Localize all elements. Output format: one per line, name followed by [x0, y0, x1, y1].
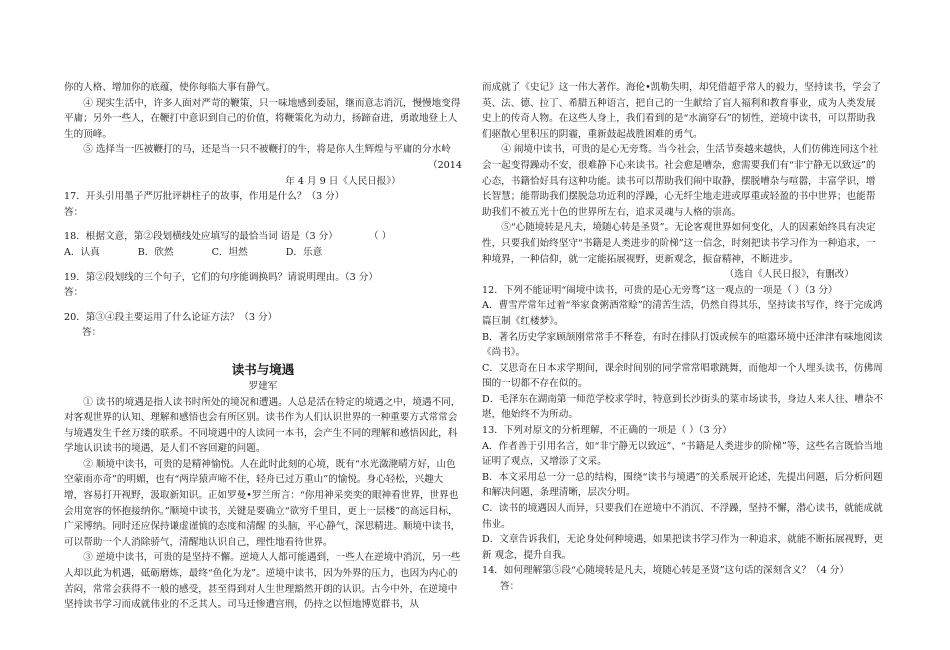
- option-a: A．认真: [64, 246, 100, 258]
- question-13-option-b: B．本文采用总一分一总的结构，围绕“读书与境遇”的关系展开论述，先提出问题，后分析问题和解决问题，条理清晰，层次分明。: [482, 471, 883, 499]
- question-18: 18．根据文意，第②段划横线处应填写的最恰当词 语是（3 分） （ ）: [64, 231, 392, 243]
- question-12-option-c: C．艾思奇在日本求学期间，课余时间别的同学常常唱歌跳舞，而他却一个人埋头读书，仿佛周围的一切都不存在似的。: [482, 362, 883, 390]
- answer-14: 答：: [500, 581, 520, 592]
- option-d: D．乐意: [285, 246, 323, 258]
- question-13-option-c: C．读书的境遇因人而异，只要我们在逆境中不消沉、不浮躁，坚持不懈，潜心读书，就能成就伟业。: [482, 503, 883, 530]
- paragraph-4: ④ 现实生活中，许多人面对严苛的鞭策，只一味地感到委屈，继而意志消沉，慢慢地变得平庸；另外一些人，在鞭打中意识到自己的价值，将鞭策化为动力，扬蹄奋进，勇敢地登上人生的顶峰。: [64, 97, 461, 140]
- essay-paragraph-2: ② 顺境中读书，可贵的是精神愉悦。人在此时此刻的心境，既有“水光潋滟晴方好，山色空蒙雨亦奇”的明媚，也有“两岸猿声啼不住，轻舟已过万重山”的愉悦。身心轻松，兴趣大增，容易打开视野，汲取新知识。正如罗曼•罗兰所言：“你用神采奕奕的眼神看世界，世界也会用宽容的怀抱接纳你。”顺境中读书，关键是要确立“欲穷千里目，更上一层楼”的高远目标，广采博纳。同时还应保持谦虚谨慎的态度和清醒 的头脑，平心静气，深思精进。顺境中读书，可以帮助一个人消除骄气，清醒地认识自己，理性地看待世界。: [64, 458, 461, 548]
- question-12: 12．下列不能证明“闹境中读书，可贵的是心无旁骛”这一观点的一项是（ ）（3 分）: [482, 284, 838, 296]
- answer-17: 答：: [64, 206, 84, 218]
- question-12-option-a: A．曹雪芹常年过着“举家食粥酒常赊”的清苦生活，仍然自得其乐，坚持读书写作，终于完成鸿篇巨制《红楼梦》。: [482, 300, 883, 327]
- question-14: 14．如何理解第⑤段“心随境转是凡夫，境随心转是圣贤”这句话的深刻含义？（4 分）: [482, 565, 849, 577]
- source-year: （2014: [427, 159, 462, 171]
- question-12-option-b: B．著名历史学家顾颉刚常常手不释卷，有时在排队打饭或候车的喧嚣环境中还津津有味地阅读《尚书》。: [482, 331, 883, 359]
- question-19: 19．第②段划线的三个句子，它们的句序能调换吗？请说明理由。（3 分）: [64, 271, 378, 283]
- left-column: [64, 80, 462, 613]
- essay-author: 罗建军: [248, 380, 278, 392]
- essay-paragraph-1: ① 读书的境遇是指人读书时所处的境况和遭遇。人总是活在特定的境遇之中，境遇不同，对客观世界的认知、理解和感悟也会有所区别。读书作为人们认识世界的一种重要方式常常会与境遇发生千丝万缕的联系。不同境遇中的人读同一本书，会产生不同的理解和感悟因此，科学地认识读书的境遇，是人们不容回避的问题。: [64, 396, 461, 455]
- question-18-options: [64, 245, 462, 261]
- question-12-option-d: D．毛泽东在湖南第一师范学校求学时，特意到长沙街头的菜市场读书，身边人来人往、嘈杂不堪，他始终不为所动。: [482, 393, 884, 421]
- essay-paragraph-3: ③ 逆境中读书，可贵的是坚持不懈。逆境人人都可能遇到，一些人在逆境中消沉，另一些人却以此为机遇，砥砺磨炼，最终“鱼化为龙”。逆境中读书，因为外界的压力，也因为内心的苦闷，常常会获得不一般的感受，甚至得到对人生世理豁然开朗的认识。古今中外，在逆境中坚持读书学习而成就伟业的不乏其人。司马迁惨遭宫刑，仍持之以恒地博览群书，从: [64, 552, 461, 611]
- question-13: 13．下列对原文的分析理解，不正确的一项是（ ）（3 分）: [482, 425, 732, 437]
- question-13-option-d: D．文章告诉我们，无论身处何种境遇，如果把读书学习作为一种追求，就能不断拓展视野，更新 观念，提升自我。: [482, 534, 884, 561]
- essay-paragraph-3-continued: 而成就了《史记》这一伟大著作。海伦•凯勒失明，却凭借超乎常人的毅力，坚持读书，学会了英、法、德、拉丁、希腊五种语言，把自己的一生献给了盲人福利和教育事业，成为人类发展史上的传奇人物。在这些人身上，我们看到的是“水滴穿石”的韧性，逆境中读书，可以帮助我们驱散心里积压的阴霾，重新鼓起战胜困难的勇气。: [482, 82, 882, 140]
- source-citation: 年 4 月 9 日《人民日报》）: [285, 175, 401, 187]
- answer-19: 答：: [64, 287, 84, 299]
- paragraph-5: ⑤ 选择当一匹被鞭打的马，还是当一只不被鞭打的牛，将是你人生辉煌与平庸的分水岭: [83, 144, 451, 156]
- essay-paragraph-5: ⑤“心随境转是凡夫，境随心转是圣贤”。无论客观世界如何变化，人的因素始终具有决定性，只要我们始终坚守“书籍是人类进步的阶梯”这一信念，时刻把读书学习作为一种追求，一种境界，一种信仰，就一定能拓展视野，更新观念，振奋精神，不断进步。: [482, 222, 876, 265]
- question-13-option-a: A．作者善于引用名言，如“非宁静无以致远”、“书籍是人类进步的阶梯”等，这些名言既恰当地证明了观点，又增添了文采。: [482, 440, 883, 468]
- option-c: C．坦然: [211, 246, 248, 258]
- right-column: [482, 80, 884, 595]
- option-b: B．欣然: [137, 246, 174, 258]
- essay-source: （选自《人民日报》，有删改）: [724, 269, 854, 281]
- question-20: 20．第③④段主要运用了什么论证方法？（3 分）: [64, 311, 278, 323]
- question-17: 17．开头引用墨子严厉批评耕柱子的故事，作用是什么？（3 分）: [64, 191, 345, 203]
- essay-paragraph-4: ④ 闹境中读书，可贵的是心无旁骛。当今社会，生活节奏越来越快，人们仿佛连同这个社会一起变得躁动不安，很难静下心来读书。社会愈是嘈杂，愈需要我们有“非宁静无以致远”的心态，书籍恰好具有这种功能。读书可以帮助我们闹中取静，摆脱嘈杂与喧嚣，丰富学识，增长智慧；能帮助我们摆脱急功近利的浮躁，心无纤尘地走进或厚重或轻盈的书中世界；也能帮助我们不被五光十色的世界所左右，追求灵魂与人格的崇高。: [482, 144, 879, 218]
- answer-20: 答：: [82, 327, 102, 339]
- essay-title: 读书与境遇: [231, 361, 295, 377]
- paragraph-continuation: 你的人格、增加你的底蕴，使你每临大事有静气。: [64, 82, 276, 93]
